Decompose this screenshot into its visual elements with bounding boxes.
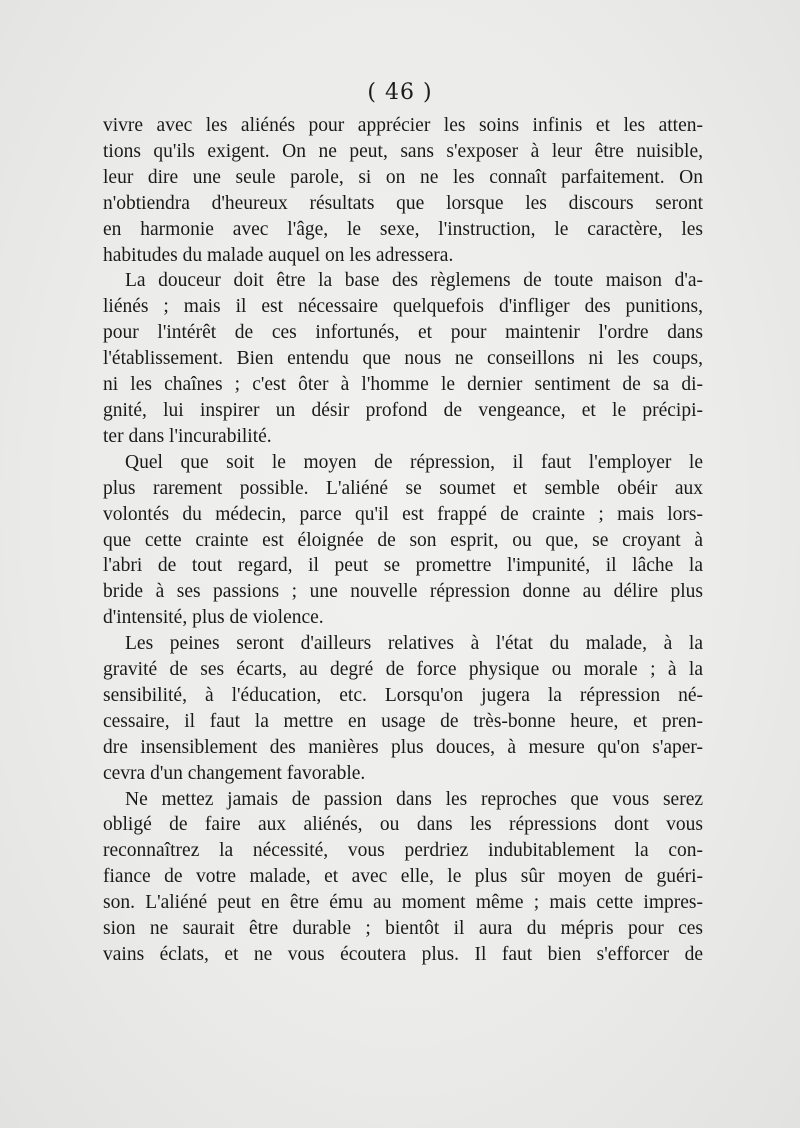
text-line: habitudes du malade auquel on les adressera.: [103, 244, 454, 266]
text-line: l'abri de tout regard, il peut se promettre l'impunité, il lâche la: [103, 555, 703, 577]
paragraph: [103, 113, 703, 268]
text-line: bride à ses passions ; une nouvelle répression donne au délire plus: [103, 581, 703, 603]
text-line: cevra d'un changement favorable.: [103, 762, 366, 784]
text-line: ter dans l'incurabilité.: [103, 425, 272, 447]
text-line: La douceur doit être la base des règlemens de toute maison d'a-: [125, 270, 703, 292]
text-line: cessaire, il faut la mettre en usage de très-bonne heure, et pren-: [103, 710, 703, 732]
paragraph: [103, 268, 703, 449]
text-line: volontés du médecin, parce qu'il est frappé de crainte ; mais lors-: [103, 503, 703, 525]
text-line: l'établissement. Bien entendu que nous ne conseillons ni les coups,: [103, 348, 703, 370]
paragraph: [103, 450, 703, 631]
text-line: liénés ; mais il est nécessaire quelquefois d'infliger des punitions,: [103, 296, 703, 318]
text-line: vivre avec les aliénés pour apprécier les soins infinis et les atten-: [103, 115, 703, 136]
text-line: tions qu'ils exigent. On ne peut, sans s'exposer à leur être nuisible,: [103, 140, 703, 162]
paragraph: [103, 787, 703, 968]
text-line: gnité, lui inspirer un désir profond de vengeance, et le précipi-: [103, 399, 703, 421]
text-line: reconnaîtrez la nécessité, vous perdriez indubitablement la con-: [103, 840, 703, 862]
paragraph: [103, 631, 703, 786]
text-line: Les peines seront d'ailleurs relatives à l'état du malade, à la: [125, 633, 703, 655]
text-line: ni les chaînes ; c'est ôter à l'homme le dernier sentiment de sa di-: [103, 374, 703, 396]
text-line: Ne mettez jamais de passion dans les reproches que vous serez: [125, 788, 703, 810]
text-line: pour l'intérêt de ces infortunés, et pour maintenir l'ordre dans: [103, 322, 703, 344]
text-line: que cette crainte est éloignée de son esprit, ou que, se croyant à: [103, 529, 703, 551]
text-line: vains éclats, et ne vous écoutera plus. Il faut bien s'efforcer de: [103, 944, 703, 965]
text-line: fiance de votre malade, et avec elle, le plus sûr moyen de guéri-: [103, 866, 703, 888]
text-line: Quel que soit le moyen de répression, il faut l'employer le: [125, 451, 703, 473]
text-line: leur dire une seule parole, si on ne les connaît parfaitement. On: [103, 166, 703, 188]
text-line: d'intensité, plus de violence.: [103, 607, 324, 629]
text-line: gravité de ses écarts, au degré de force physique ou morale ; à la: [103, 659, 703, 681]
page-number: ( 46 ): [367, 80, 433, 105]
text-line: sion ne saurait être durable ; bientôt il aura du mépris pour ces: [103, 918, 703, 940]
text-line: obligé de faire aux aliénés, ou dans les répressions dont vous: [103, 814, 703, 836]
text-line: plus rarement possible. L'aliéné se soumet et semble obéir aux: [103, 477, 703, 499]
text-line: dre insensiblement des manières plus douces, à mesure qu'on s'aper-: [103, 736, 703, 758]
text-line: en harmonie avec l'âge, le sexe, l'instruction, le caractère, les: [103, 218, 703, 240]
text-line: n'obtiendra d'heureux résultats que lorsque les discours seront: [103, 192, 703, 214]
text-line: son. L'aliéné peut en être ému au moment même ; mais cette impres-: [103, 892, 703, 914]
text-line: sensibilité, à l'éducation, etc. Lorsqu'on jugera la répression né-: [103, 684, 703, 706]
body-text: [103, 113, 703, 968]
